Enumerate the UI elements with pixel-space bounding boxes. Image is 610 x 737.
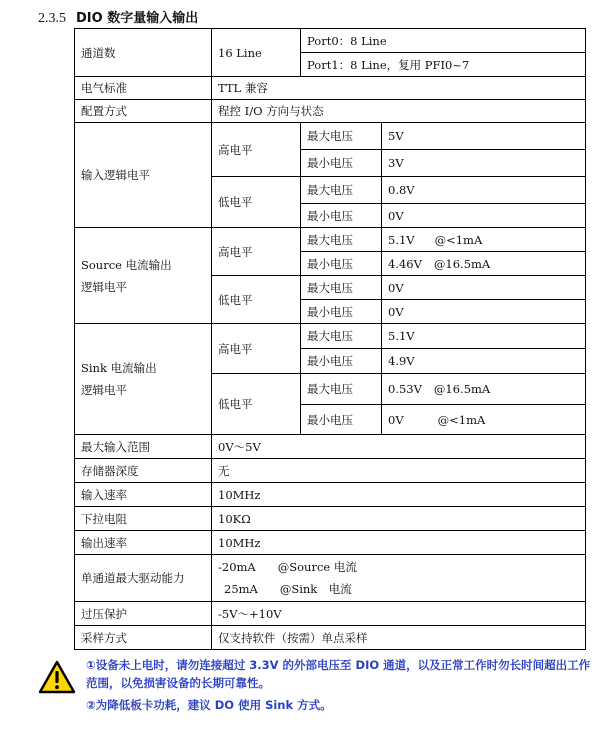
max-input-range-value: 0V～5V [212, 435, 586, 459]
source-logic-label-line2: 逻辑电平 [81, 279, 127, 294]
electrical-value: TTL 兼容 [212, 77, 586, 100]
channels-label: 通道数 [75, 29, 212, 77]
source-logic-label [75, 228, 212, 324]
drive-sink-line [218, 578, 579, 600]
section-number: 2.3.5 [38, 11, 66, 26]
warning-triangle-icon [38, 660, 76, 694]
section-heading [38, 7, 198, 27]
sink-high-max-value: 5.1V [382, 324, 586, 349]
input-rate-value: 10MHz [212, 483, 586, 507]
channels-port0: Port0：8 Line [301, 29, 586, 53]
sink-low-max-value: 0.53V [388, 382, 422, 396]
sink-low-max-note: @16.5mA [433, 382, 491, 396]
drive-sink-value: 25mA [224, 582, 258, 596]
table-row [75, 100, 586, 123]
table-row [75, 507, 586, 531]
drive-source-value: -20mA [218, 560, 256, 574]
dio-spec-table [74, 28, 586, 650]
input-high-label: 高电平 [212, 123, 301, 177]
config-value: 程控 I/O 方向与状态 [212, 100, 586, 123]
sink-high-min-label: 最小电压 [301, 349, 382, 374]
drive-label: 单通道最大驱动能力 [75, 555, 212, 602]
source-low-label: 低电平 [212, 276, 301, 324]
sink-low-min-note: @<1mA [437, 412, 486, 427]
table-row [75, 459, 586, 483]
electrical-label: 电气标准 [75, 77, 212, 100]
drive-value [212, 555, 586, 602]
sink-logic-label-line1: Sink 电流输出 [81, 361, 157, 375]
table-row [75, 555, 586, 602]
source-high-min-cell [382, 252, 586, 276]
sink-high-max-label: 最大电压 [301, 324, 382, 349]
source-high-label: 高电平 [212, 228, 301, 276]
warning-note-2: ②为降低板卡功耗，建议 DO 使用 Sink 方式。 [86, 698, 332, 712]
input-low-min-label: 最小电压 [301, 204, 382, 228]
source-low-min-label: 最小电压 [301, 300, 382, 324]
sink-low-label: 低电平 [212, 374, 301, 435]
output-rate-label: 输出速率 [75, 531, 212, 555]
input-low-max-value: 0.8V [382, 177, 586, 204]
sink-low-min-value: 0V [388, 412, 404, 427]
sink-low-max-cell [382, 374, 586, 405]
overvoltage-value: -5V～+10V [212, 602, 586, 626]
source-low-min-value: 0V [382, 300, 586, 324]
table-row [75, 29, 586, 53]
source-high-min-label: 最小电压 [301, 252, 382, 276]
sampling-value: 仅支持软件（按需）单点采样 [212, 626, 586, 650]
max-input-range-label: 最大输入范围 [75, 435, 212, 459]
input-high-max-value: 5V [382, 123, 586, 150]
warning-text [86, 656, 596, 714]
channels-value: 16 Line [212, 29, 301, 77]
drive-source-line [218, 556, 579, 578]
input-low-max-label: 最大电压 [301, 177, 382, 204]
warning-notes [36, 656, 596, 726]
sink-high-label: 高电平 [212, 324, 301, 374]
warning-note-1: ①设备未上电时，请勿连接超过 3.3V 的外部电压至 DIO 通道，以及正常工作时勿长时间超出工作范围，以免损害设备的长期可靠性。 [86, 658, 591, 690]
input-low-label: 低电平 [212, 177, 301, 228]
table-row [75, 602, 586, 626]
overvoltage-label: 过压保护 [75, 602, 212, 626]
sink-logic-label [75, 324, 212, 435]
source-high-max-cell [382, 228, 586, 252]
channels-port1: Port1：8 Line，复用 PFI0~7 [301, 53, 586, 77]
table-row [75, 77, 586, 100]
sampling-label: 采样方式 [75, 626, 212, 650]
table-row [75, 483, 586, 507]
table-row [75, 324, 586, 349]
input-low-min-value: 0V [382, 204, 586, 228]
source-high-max-note: @<1mA [434, 232, 483, 247]
table-row [75, 228, 586, 252]
config-label: 配置方式 [75, 100, 212, 123]
sink-low-min-cell [382, 405, 586, 435]
input-rate-label: 输入速率 [75, 483, 212, 507]
pulldown-value: 10KΩ [212, 507, 586, 531]
drive-sink-note: @Sink 电流 [279, 582, 352, 596]
memory-depth-value: 无 [212, 459, 586, 483]
output-rate-value: 10MHz [212, 531, 586, 555]
sink-low-min-label: 最小电压 [301, 405, 382, 435]
table-row [75, 531, 586, 555]
source-high-max-label: 最大电压 [301, 228, 382, 252]
memory-depth-label: 存储器深度 [75, 459, 212, 483]
sink-low-max-label: 最大电压 [301, 374, 382, 405]
section-title: DIO 数字量输入输出 [76, 11, 199, 26]
sink-logic-label-line2: 逻辑电平 [81, 383, 127, 397]
input-high-min-value: 3V [382, 150, 586, 177]
source-low-max-label: 最大电压 [301, 276, 382, 300]
drive-source-note: @Source 电流 [277, 560, 357, 574]
table-row [75, 435, 586, 459]
source-high-min-note: @16.5mA [433, 256, 491, 271]
table-row [75, 123, 586, 150]
sink-high-min-value: 4.9V [382, 349, 586, 374]
table-row [75, 626, 586, 650]
source-low-max-value: 0V [382, 276, 586, 300]
input-high-min-label: 最小电压 [301, 150, 382, 177]
pulldown-label: 下拉电阻 [75, 507, 212, 531]
source-high-max-value: 5.1V [388, 232, 415, 247]
source-logic-label-line1: Source 电流输出 [81, 257, 172, 272]
source-high-min-value: 4.46V [388, 256, 422, 271]
input-logic-label: 输入逻辑电平 [75, 123, 212, 228]
input-high-max-label: 最大电压 [301, 123, 382, 150]
